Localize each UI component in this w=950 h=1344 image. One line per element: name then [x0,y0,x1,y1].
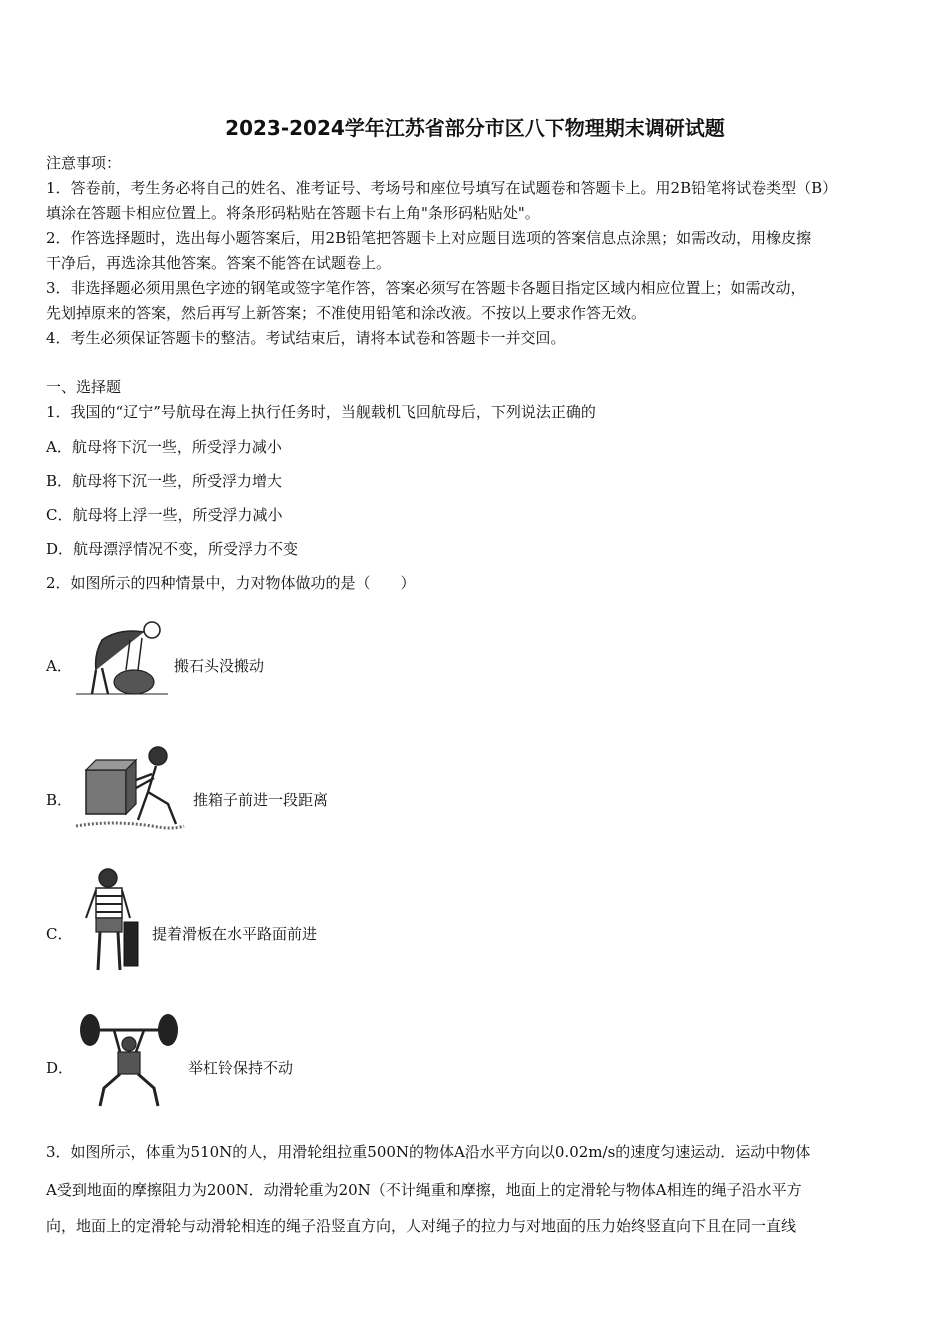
q2-option-c-letter: C． [46,925,73,943]
q2-option-d-image [74,1010,184,1110]
notice-line-5: 3．非选择题必须用黑色字迹的钢笔或签字笔作答，答案必须写在答题卡各题目指定区域内相应位置上；如需改动， [46,279,806,297]
notice-line-1: 1．答卷前，考生务必将自己的姓名、准考证号、考场号和座位号填写在试题卷和答题卡上。用2B铅笔将试卷类型（B） [46,179,838,197]
q2-option-b-letter: B． [46,791,73,809]
notice-line-3: 2．作答选择题时，选出每小题答案后，用2B铅笔把答题卡上对应题目选项的答案信息点涂黑；如需改动，用橡皮擦 [46,229,812,247]
q2-option-c-image [78,866,144,978]
section-heading: 一、选择题 [46,378,122,396]
q1-option-a: A．航母将下沉一些，所受浮力减小 [46,438,282,456]
q1-stem: 1．我国的“辽宁”号航母在海上执行任务时，当舰载机飞回航母后，下列说法正确的 [46,403,596,421]
notice-line-7: 4．考生必须保证答题卡的整洁。考试结束后，请将本试卷和答题卡一并交回。 [46,329,566,347]
q2-option-a-letter: A． [46,657,72,675]
q2-option-b-image [72,740,188,836]
q1-option-d: D．航母漂浮情况不变，所受浮力不变 [46,540,299,558]
q2-option-d-letter: D． [46,1059,74,1077]
notice-heading: 注意事项： [46,154,122,172]
q2-option-d-caption: 举杠铃保持不动 [188,1059,294,1077]
notice-line-6: 先划掉原来的答案，然后再写上新答案；不准使用铅笔和涂改液。不按以上要求作答无效。 [46,304,647,322]
q3-line-2: A受到地面的摩擦阻力为200N．动滑轮重为20N（不计绳重和摩擦，地面上的定滑轮与物体A相连的绳子沿水平方 [46,1181,802,1199]
q2-option-b-caption: 推箱子前进一段距离 [193,791,329,809]
q1-option-b: B．航母将下沉一些，所受浮力增大 [46,472,283,490]
q2-stem: 2．如图所示的四种情景中，力对物体做功的是（ ） [46,574,416,592]
notice-line-4: 干净后，再选涂其他答案。答案不能答在试题卷上。 [46,254,392,272]
q3-line-1: 3．如图所示，体重为510N的人，用滑轮组拉重500N的物体A沿水平方向以0.02m/s的速度匀速运动．运动中物体 [46,1143,811,1161]
q1-option-c: C．航母将上浮一些，所受浮力减小 [46,506,283,524]
q2-option-a-caption: 搬石头没搬动 [174,657,265,675]
notice-line-2: 填涂在答题卡相应位置上。将条形码粘贴在答题卡右上角"条形码粘贴处"。 [46,204,540,222]
q2-option-c-caption: 提着滑板在水平路面前进 [152,925,318,943]
q2-option-a-image [74,610,170,698]
exam-title: 2023-2024学年江苏省部分市区八下物理期末调研试题 [225,116,725,140]
q3-line-3: 向，地面上的定滑轮与动滑轮相连的绳子沿竖直方向，人对绳子的拉力与对地面的压力始终竖直向下且在同一直线 [46,1217,797,1235]
